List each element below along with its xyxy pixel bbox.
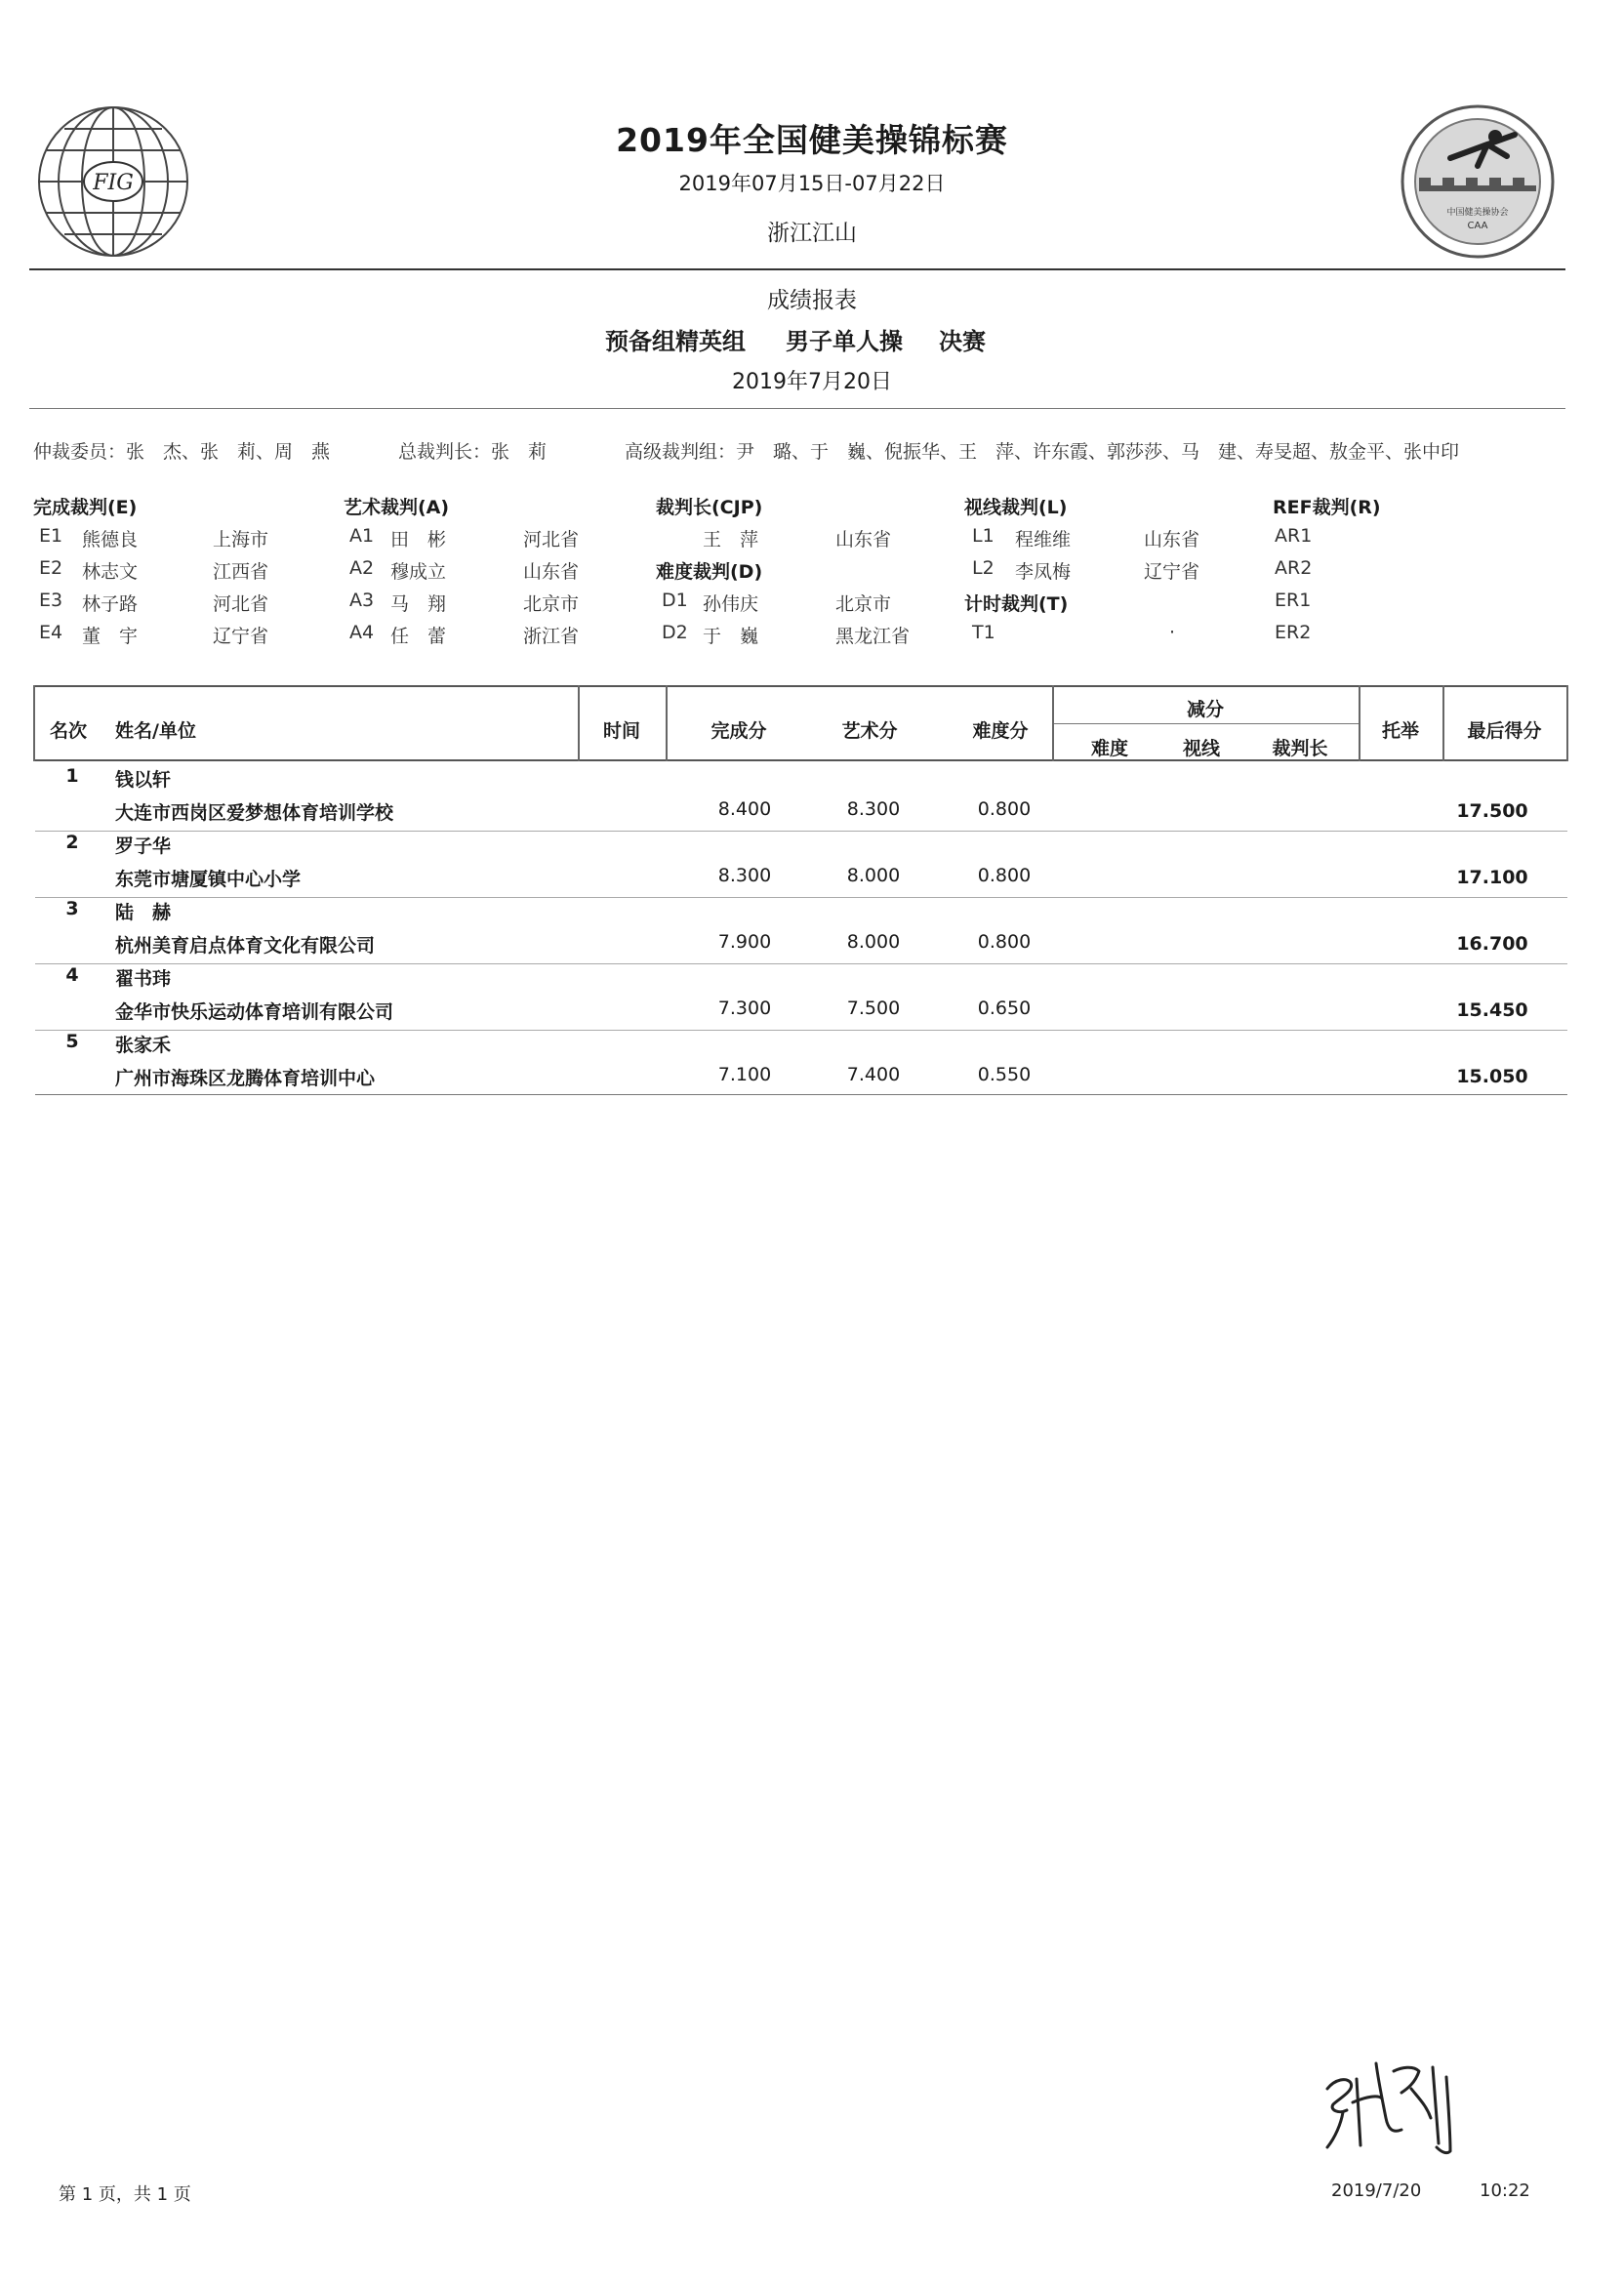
judge-region: 北京市 [523, 593, 580, 615]
judge-name: 穆成立 [390, 561, 447, 583]
header-ded-cjp: 裁判长 [1272, 738, 1328, 759]
judge-region: 黑龙江省 [835, 626, 911, 647]
difficulty-score: 0.800 [977, 865, 1032, 886]
artistic-score: 8.300 [846, 798, 901, 820]
judge-code: AR2 [1275, 557, 1313, 579]
ref-judges-title: REF裁判(R) [1273, 497, 1381, 518]
header-time: 时间 [602, 720, 640, 742]
judge-region: 河北省 [213, 593, 269, 615]
judge-code: D2 [662, 622, 688, 643]
judge-code: A1 [349, 525, 375, 547]
header-execution: 完成分 [710, 720, 767, 742]
judge-name: 田 彬 [390, 529, 447, 550]
final-score: 17.100 [1456, 867, 1528, 888]
judge-name: 马 翔 [390, 593, 447, 615]
competition-title: 2019年全国健美操锦标赛 [616, 121, 1008, 159]
header-final: 最后得分 [1467, 720, 1542, 742]
final-score: 15.450 [1456, 999, 1528, 1021]
deduction-subheader-divider [1052, 723, 1359, 724]
subheader-divider [29, 408, 1565, 409]
row-rank: 4 [65, 964, 79, 986]
athlete-name: 张家禾 [115, 1035, 172, 1056]
group-name: 预备组精英组 [605, 328, 746, 355]
judge-region: 河北省 [523, 529, 580, 550]
difficulty-score: 0.800 [977, 931, 1032, 953]
header-ded-line: 视线 [1182, 738, 1220, 759]
judge-name: 林子路 [82, 593, 139, 615]
judge-name: 孙伟庆 [703, 593, 759, 615]
judge-region: 山东省 [835, 529, 892, 550]
judge-code: ER2 [1275, 622, 1312, 643]
judge-name: 李凤梅 [1015, 561, 1072, 583]
athlete-unit: 东莞市塘厦镇中心小学 [115, 869, 302, 890]
athlete-unit: 金华市快乐运动体育培训有限公司 [115, 1001, 394, 1023]
artistic-score: 7.400 [846, 1064, 901, 1085]
judge-code: T1 [972, 622, 995, 643]
row-divider [35, 963, 1567, 964]
header-divider [29, 268, 1565, 270]
athlete-name: 陆 赫 [115, 902, 172, 923]
difficulty-score: 0.650 [977, 998, 1032, 1019]
time-judges-title: 计时裁判(T) [964, 593, 1069, 615]
row-divider [35, 1030, 1567, 1031]
final-score: 17.500 [1456, 800, 1528, 822]
judge-code: E2 [39, 557, 63, 579]
judge-name: 王 萍 [703, 529, 759, 550]
difficulty-score: 0.550 [977, 1064, 1032, 1085]
col-divider [1566, 685, 1568, 761]
signature [1318, 2050, 1464, 2157]
judge-name: 熊德良 [82, 529, 139, 550]
judge-name: 林志文 [82, 561, 139, 583]
print-date: 2019/7/20 [1331, 2180, 1422, 2201]
header-ded-difficulty: 难度 [1090, 738, 1128, 759]
execution-score: 8.400 [717, 798, 772, 820]
header-difficulty: 难度分 [972, 720, 1029, 742]
execution-score: 7.300 [717, 998, 772, 1019]
page-number: 第 1 页，共 1 页 [59, 2184, 191, 2205]
print-time: 10:22 [1480, 2180, 1530, 2201]
row-divider [35, 897, 1567, 898]
senior-panel: 高级裁判组：尹 璐、于 巍、倪振华、王 萍、许东霞、郭莎莎、马 建、寿旻超、敖金平、张中印 [625, 441, 1460, 463]
header-deduction: 减分 [1186, 699, 1224, 720]
judge-code: A4 [349, 622, 375, 643]
row-divider [35, 831, 1567, 832]
artistic-score: 7.500 [846, 998, 901, 1019]
athlete-name: 钱以轩 [115, 769, 172, 791]
cjp-title: 裁判长(CJP) [656, 497, 763, 518]
judge-code: D1 [662, 590, 688, 611]
header-artistic: 艺术分 [841, 720, 898, 742]
judge-region: 北京市 [835, 593, 892, 615]
difficulty-score: 0.800 [977, 798, 1032, 820]
execution-score: 7.100 [717, 1064, 772, 1085]
row-rank: 5 [65, 1031, 79, 1052]
svg-text:FIG: FIG [93, 171, 134, 195]
report-date: 2019年7月20日 [732, 370, 892, 394]
athlete-unit: 杭州美育启点体育文化有限公司 [115, 935, 376, 957]
artistic-judges-title: 艺术裁判(A) [344, 497, 450, 518]
judge-code: E1 [39, 525, 63, 547]
report-title: 成绩报表 [767, 288, 857, 313]
execution-score: 7.900 [717, 931, 772, 953]
line-judges-title: 视线裁判(L) [964, 497, 1068, 518]
artistic-score: 8.000 [846, 931, 901, 953]
header-lift: 托举 [1381, 720, 1419, 742]
col-divider [33, 685, 35, 761]
head-judge: 总裁判长：张 莉 [398, 441, 548, 463]
judge-code: L2 [972, 557, 995, 579]
header-rank: 名次 [49, 720, 87, 742]
athlete-unit: 广州市海珠区龙腾体育培训中心 [115, 1068, 376, 1089]
judge-region: · [1169, 622, 1176, 643]
judge-code: E4 [39, 622, 63, 643]
judge-region: 山东省 [1144, 529, 1200, 550]
judge-name: 程维维 [1015, 529, 1072, 550]
row-rank: 2 [65, 832, 79, 853]
execution-score: 8.300 [717, 865, 772, 886]
judge-region: 辽宁省 [1144, 561, 1200, 583]
final-score: 16.700 [1456, 933, 1528, 955]
judge-name: 于 巍 [703, 626, 759, 647]
col-divider [666, 685, 668, 761]
row-rank: 1 [65, 765, 79, 787]
judge-code: A3 [349, 590, 375, 611]
arbitration-committee: 仲裁委员：张 杰、张 莉、周 燕 [33, 441, 331, 463]
judge-region: 浙江省 [523, 626, 580, 647]
judge-code: ER1 [1275, 590, 1312, 611]
judge-code: AR1 [1275, 525, 1313, 547]
row-rank: 3 [65, 898, 79, 919]
judge-region: 山东省 [523, 561, 580, 583]
judge-region: 上海市 [213, 529, 269, 550]
row-divider [35, 1094, 1567, 1095]
judge-region: 江西省 [213, 561, 269, 583]
competition-dates: 2019年07月15日-07月22日 [678, 172, 946, 195]
svg-text:中国健美操协会: 中国健美操协会 [1446, 208, 1509, 218]
judge-name: 任 蕾 [390, 626, 447, 647]
stage-name: 决赛 [939, 328, 986, 355]
judge-code: A2 [349, 557, 375, 579]
execution-judges-title: 完成裁判(E) [33, 497, 138, 518]
athlete-name: 罗子华 [115, 835, 172, 857]
final-score: 15.050 [1456, 1066, 1528, 1087]
event-name: 男子单人操 [786, 328, 903, 355]
judge-name: 董 宇 [82, 626, 139, 647]
svg-text:CAA: CAA [1467, 221, 1488, 231]
difficulty-judges-title: 难度裁判(D) [656, 561, 763, 583]
judge-region: 辽宁省 [213, 626, 269, 647]
judge-code: L1 [972, 525, 995, 547]
athlete-unit: 大连市西岗区爱梦想体育培训学校 [115, 802, 394, 824]
artistic-score: 8.000 [846, 865, 901, 886]
table-top-border [33, 685, 1567, 687]
header-name: 姓名/单位 [115, 720, 196, 742]
judge-code: E3 [39, 590, 63, 611]
competition-venue: 浙江江山 [767, 221, 857, 246]
athlete-name: 翟书玮 [115, 968, 172, 990]
